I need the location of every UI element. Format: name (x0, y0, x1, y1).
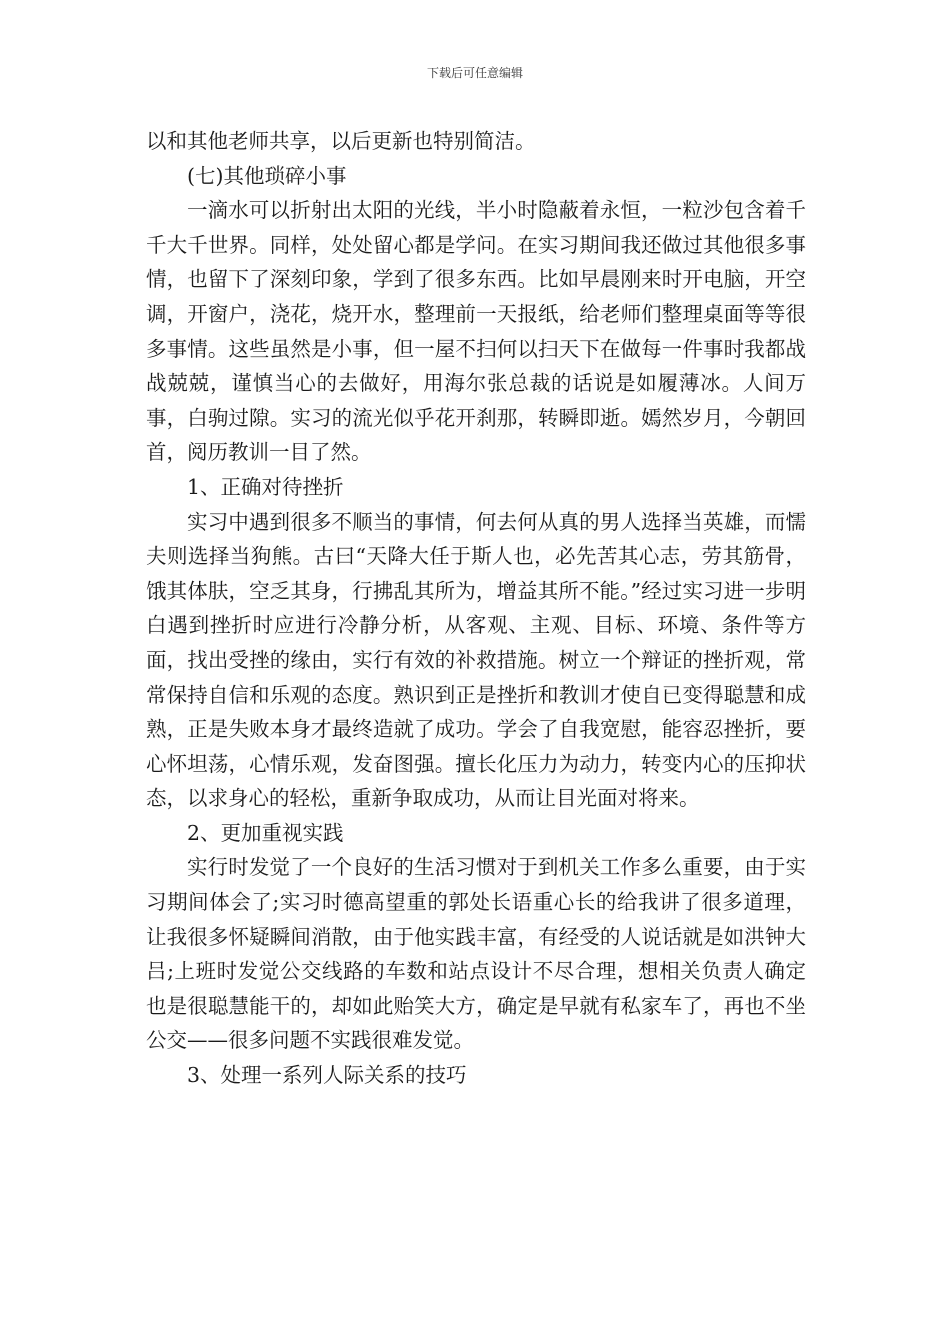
section-heading: (七)其他琐碎小事 (187, 163, 347, 188)
subsection-heading: 3、处理一系列人际关系的技巧 (187, 1063, 467, 1088)
page-header: 下载后可任意编辑 (426, 66, 523, 80)
paragraph: 实习中遇到很多不顺当的事情，何去何从真的男人选择当英雄，而懦夫则选择当狗熊。古曰“天降大任于斯人也，必先苦其心志，劳其筋骨，饿其体肤，空乏其身，行拂乱其所为，增益其所不能。”经过实习进一步明白遇到挫折时应进行冷静分析，从客观、主观、目标、环境、条件等方面，找出受挫的缘由，实行有效的补救措施。树立一个辩证的挫折观，常常保持自信和乐观的态度。熟识到正是挫折和教训才使自已变得聪慧和成熟，正是失败本身才最终造就了成功。学会了自我宽慰，能容忍挫折，要心怀坦荡，心情乐观，发奋图强。擅长化压力为动力，转变内心的压抑状态，以求身心的轻松，重新争取成功，从而让目光面对将来。 (146, 509, 806, 811)
paragraph-continuation: 以和其他老师共享，以后更新也特别简洁。 (146, 129, 536, 153)
subsection-heading: 2、更加重视实践 (187, 820, 344, 845)
paragraph: 实行时发觉了一个良好的生活习惯对于到机关工作多么重要，由于实习期间体会了;实习时德高望重的郭处长语重心长的给我讲了很多道理，让我很多怀疑瞬间消散，由于他实践丰富，有经受的人说话就是如洪钟大吕;上班时发觉公交线路的车数和站点设计不尽合理，想相关负责人确定也是很聪慧能干的，却如此贻笑大方，确定是早就有私家车了，再也不坐公交——很多问题不实践很难发觉。 (146, 855, 806, 1053)
document-body (146, 124, 806, 1093)
paragraph: 一滴水可以折射出太阳的光线，半小时隐蔽着永恒，一粒沙包含着千千大千世界。同样，处处留心都是学问。在实习期间我还做过其他很多事情，也留下了深刻印象，学到了很多东西。比如早晨刚来时开电脑，开空调，开窗户，浇花，烧开水，整理前一天报纸，给老师们整理桌面等等很多事情。这些虽然是小事，但一屋不扫何以扫天下在做每一件事时我都战战兢兢，谨慎当心的去做好，用海尔张总裁的话说是如履薄冰。人间万事，白驹过隙。实习的流光似乎花开刹那，转瞬即逝。嫣然岁月，今朝回首，阅历教训一目了然。 (146, 198, 806, 465)
subsection-heading: 1、正确对待挫折 (187, 474, 344, 499)
